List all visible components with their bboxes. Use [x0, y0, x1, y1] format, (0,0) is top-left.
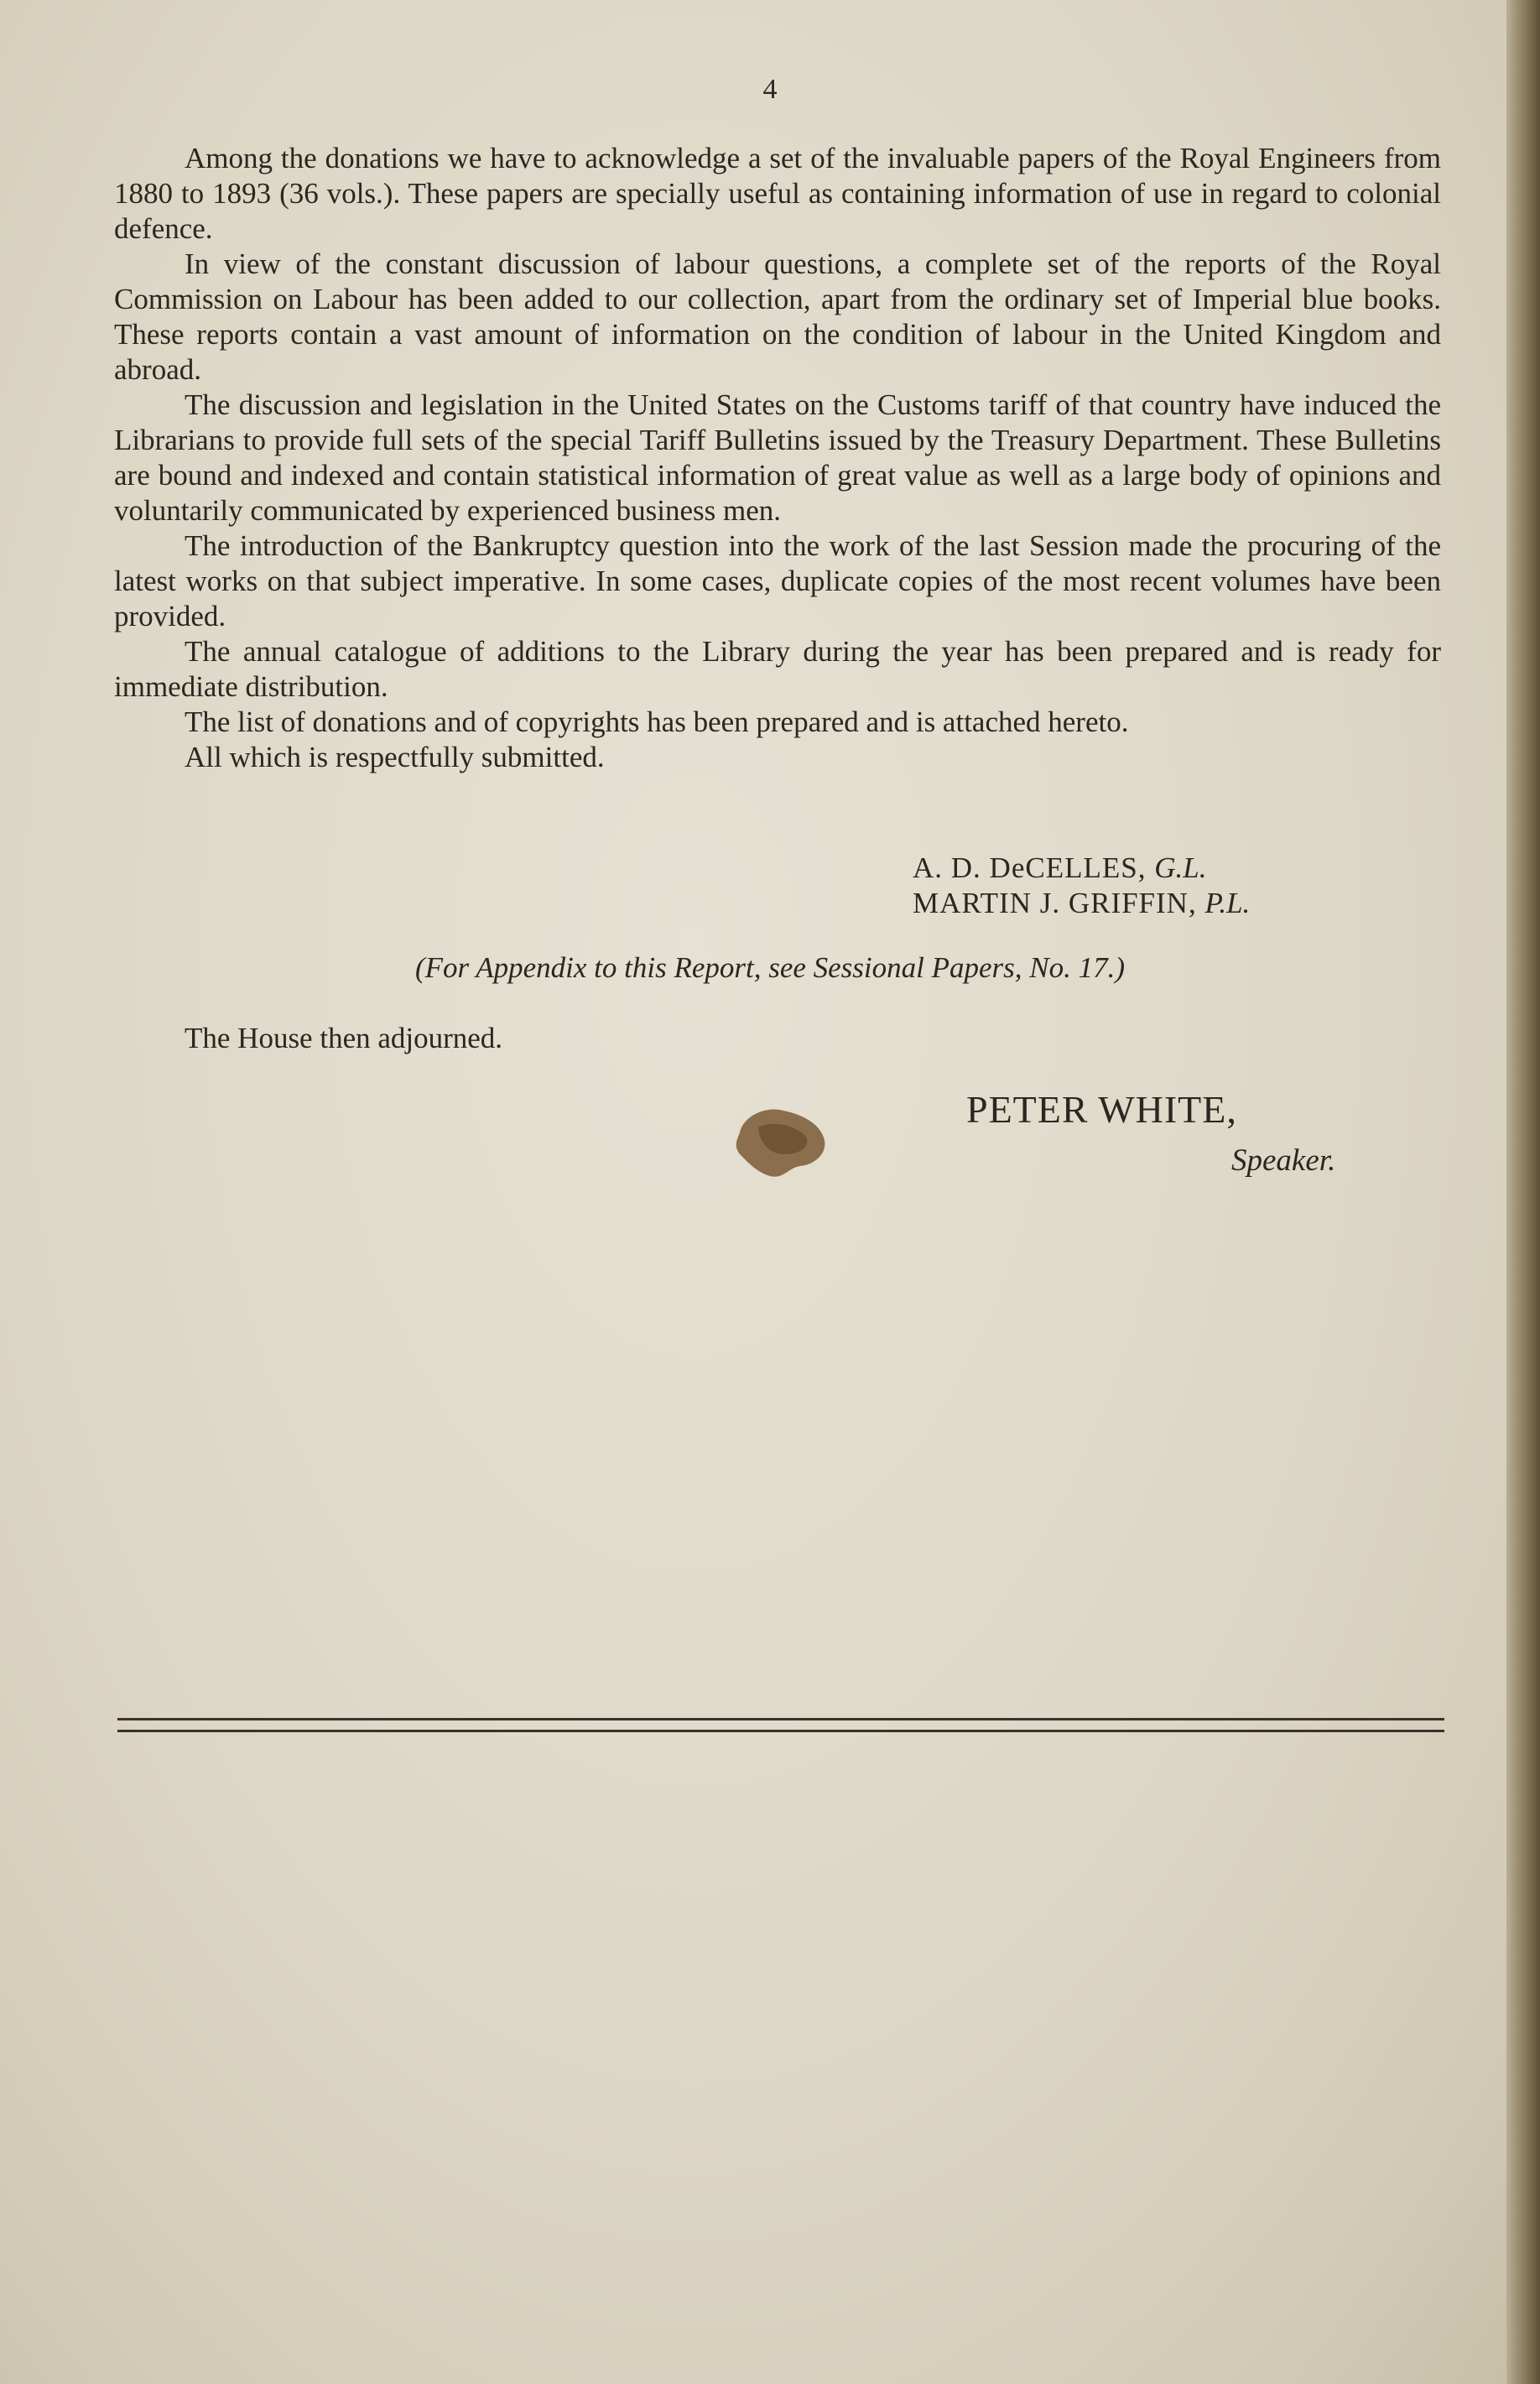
bottom-rule-upper — [117, 1718, 1444, 1720]
signature-title: P.L. — [1204, 887, 1251, 919]
paragraph-bankruptcy: The introduction of the Bankruptcy question into the work of the last Session made the procuring of the latest works on that subject imperative. In some cases, duplicate copies of the most recent volumes have been provided. — [114, 529, 1441, 632]
bottom-rule-lower — [117, 1730, 1444, 1732]
paragraph-tariff-bulletins: The discussion and legislation in the United States on the Customs tariff of that country have induced the Librarians to provide full sets of the special Tariff Bulletins issued by the Treasury Department. These Bulletins are bound and indexed and contain statistical information of great value as well as a large body of opinions and voluntarily communicated by experienced business men. — [114, 388, 1441, 527]
signature-librarian-parliamentary — [913, 886, 1250, 921]
signature-name: A. D. DeCELLES, — [913, 851, 1147, 884]
signature-librarian-general — [913, 851, 1206, 886]
appendix-note: (For Appendix to this Report, see Sessional Papers, No. 17.) — [414, 951, 1126, 984]
paragraph-annual-catalogue: The annual catalogue of additions to the Library during the year has been prepared and is ready for immediate distribution. — [114, 635, 1441, 703]
page-number: 4 — [762, 74, 778, 105]
paragraph-labour-reports: In view of the constant discussion of labour questions, a complete set of the reports of the Royal Commission on Labour has been added to our collection, apart from the ordinary set of Imperial blue books. These reports contain a vast amount of information on the condition of labour in the United Kingdom and abroad. — [114, 247, 1441, 386]
speaker-title: Speaker. — [1231, 1143, 1336, 1178]
report-body — [114, 141, 1441, 775]
paragraph-submitted: All which is respectfully submitted. — [185, 741, 605, 773]
adjourned-statement: The House then adjourned. — [185, 1022, 503, 1054]
paragraph-donations: Among the donations we have to acknowledge a set of the invaluable papers of the Royal Engineers from 1880 to 1893 (36 vols.). These papers are specially useful as containing information of use in regard to colonial defence. — [114, 142, 1441, 245]
speaker-name: PETER WHITE, — [966, 1088, 1237, 1131]
paper-stain — [725, 1099, 832, 1183]
signature-name: MARTIN J. GRIFFIN, — [913, 887, 1197, 919]
signature-title: G.L. — [1154, 851, 1207, 884]
paragraph-donations-list: The list of donations and of copyrights has been prepared and is attached hereto. — [185, 705, 1129, 738]
book-spine-edge — [1506, 0, 1540, 2384]
